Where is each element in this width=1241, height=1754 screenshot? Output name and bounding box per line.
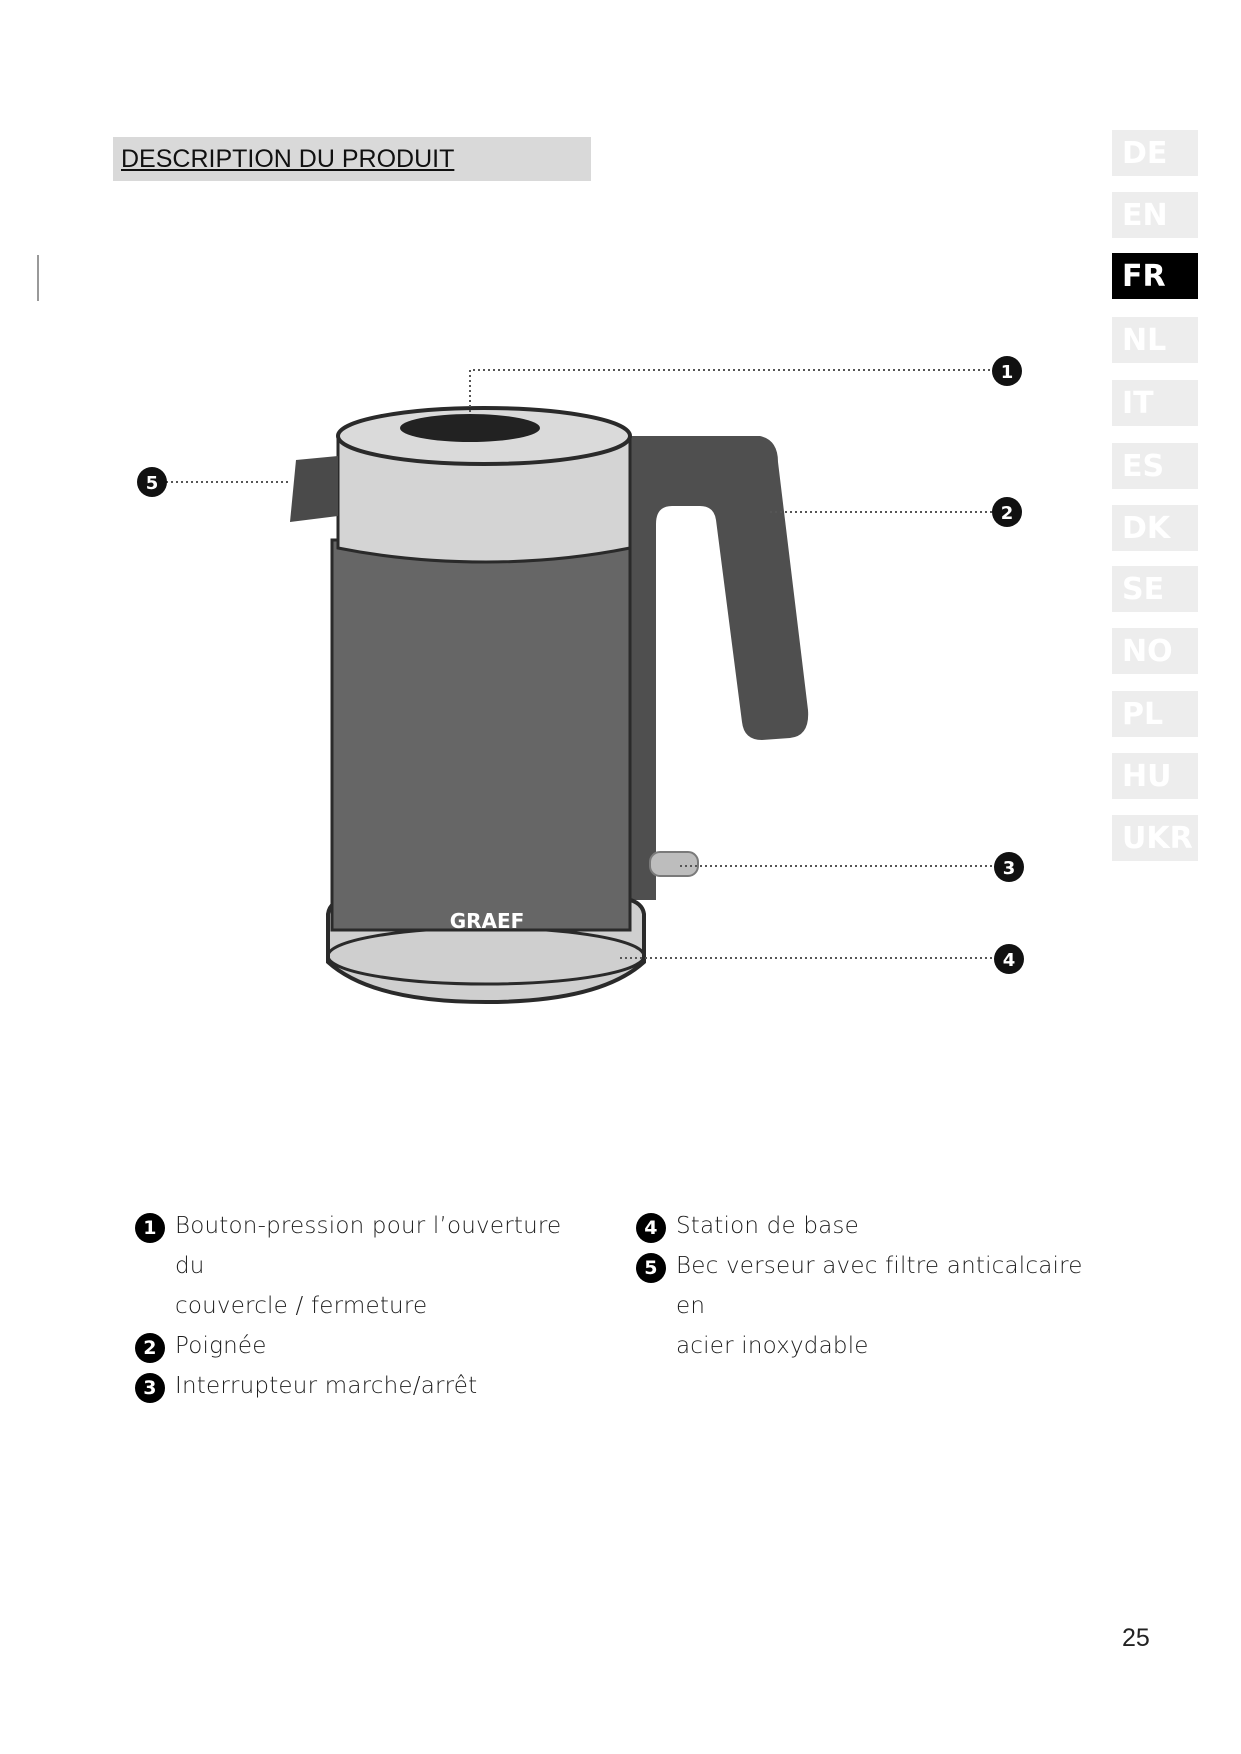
lang-tab-ukr[interactable]: UKR xyxy=(1112,815,1198,861)
section-title: DESCRIPTION DU PRODUIT xyxy=(121,144,455,173)
kettle-switch xyxy=(650,852,698,876)
lang-tab-pl[interactable]: PL xyxy=(1112,691,1198,737)
legend-number-3: 3 xyxy=(135,1373,165,1403)
lang-tab-nl[interactable]: NL xyxy=(1112,317,1198,363)
legend-text-2: Poignée xyxy=(175,1333,267,1359)
callout-number-5: 5 xyxy=(145,473,159,494)
brand-label: GRAEF xyxy=(449,909,525,933)
legend-item-4 xyxy=(636,1206,1106,1246)
legend-column-right xyxy=(636,1206,1106,1366)
legend-text-3: Interrupteur marche/arrêt xyxy=(175,1373,478,1399)
legend-column-left xyxy=(135,1206,575,1406)
callout-number-3: 3 xyxy=(1002,858,1016,879)
callout-number-4: 4 xyxy=(1002,950,1016,971)
callout-number-1: 1 xyxy=(1000,362,1014,383)
callout-line-1 xyxy=(470,370,994,412)
lang-tab-fr[interactable]: FR xyxy=(1112,253,1198,299)
legend-text-5: Bec verseur avec filtre anticalcaire en xyxy=(676,1253,1083,1319)
lang-tab-hu[interactable]: HU xyxy=(1112,753,1198,799)
lang-tab-no[interactable]: NO xyxy=(1112,628,1198,674)
margin-mark xyxy=(37,255,39,301)
legend-number-1: 1 xyxy=(135,1213,165,1243)
legend-item-2 xyxy=(135,1326,575,1366)
legend-text-5-cont: acier inoxydable xyxy=(676,1333,869,1359)
lang-tab-dk[interactable]: DK xyxy=(1112,505,1198,551)
legend-number-4: 4 xyxy=(636,1213,666,1243)
legend-item-1 xyxy=(135,1206,575,1326)
lang-tab-es[interactable]: ES xyxy=(1112,443,1198,489)
kettle-spout xyxy=(290,456,338,522)
legend-text-4: Station de base xyxy=(676,1213,859,1239)
kettle-diagram xyxy=(0,300,1241,1060)
lang-tab-en[interactable]: EN xyxy=(1112,192,1198,238)
lid-button xyxy=(400,414,540,442)
legend-text-1: Bouton-pression pour l’ouverture du xyxy=(175,1213,562,1279)
kettle-body xyxy=(332,540,630,930)
section-header xyxy=(113,137,591,181)
legend-item-5 xyxy=(636,1246,1106,1366)
legend-text-1-cont: couvercle / fermeture xyxy=(175,1293,428,1319)
lang-tab-it[interactable]: IT xyxy=(1112,380,1198,426)
lang-tab-de[interactable]: DE xyxy=(1112,130,1198,176)
legend-item-3 xyxy=(135,1366,575,1406)
callout-number-2: 2 xyxy=(1000,503,1014,524)
kettle-handle xyxy=(630,436,808,900)
page-number: 25 xyxy=(1122,1624,1150,1652)
legend-number-2: 2 xyxy=(135,1333,165,1363)
lang-tab-se[interactable]: SE xyxy=(1112,566,1198,612)
legend-number-5: 5 xyxy=(636,1253,666,1283)
